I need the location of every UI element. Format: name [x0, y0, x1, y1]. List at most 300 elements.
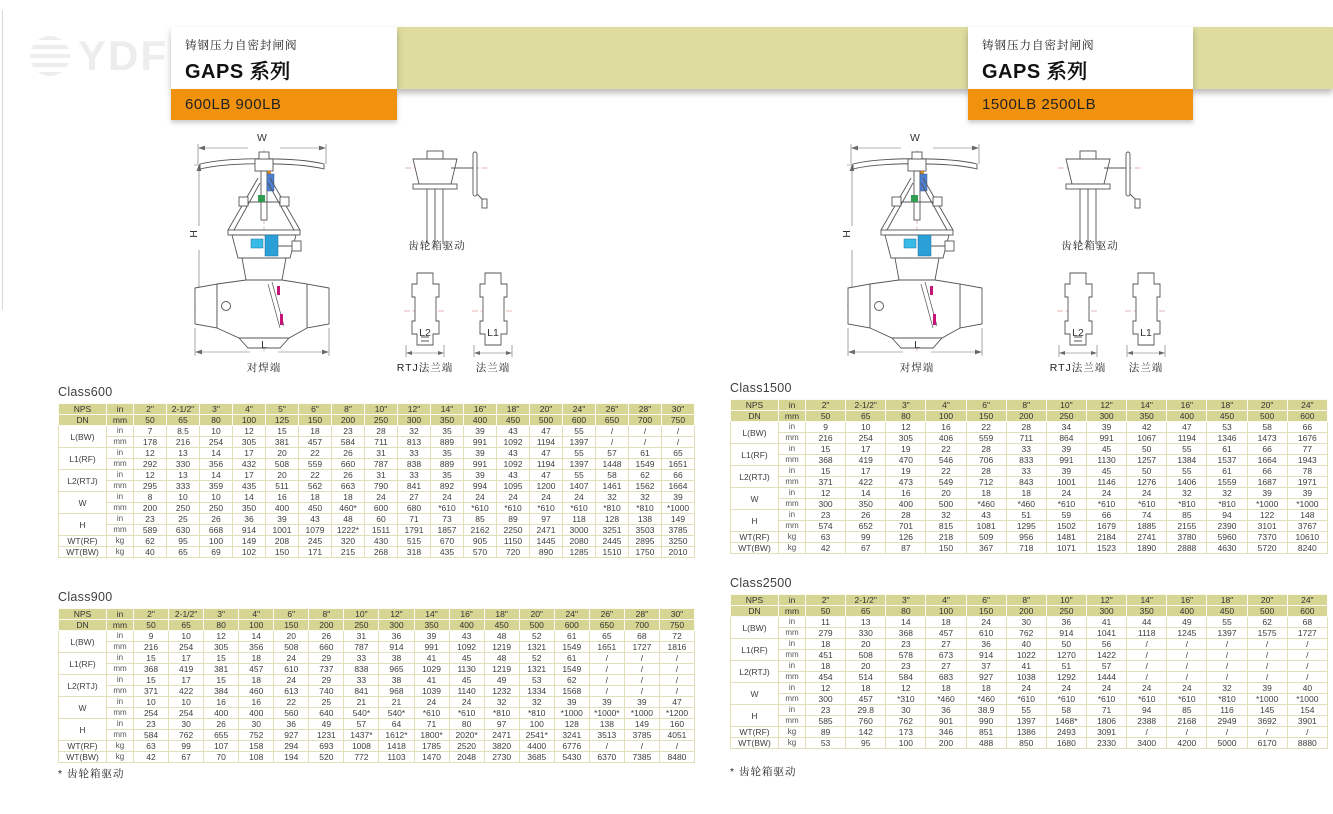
header-size: 65 [846, 411, 886, 422]
value-cell: *610 [563, 503, 596, 514]
row-label: L(BW) [59, 631, 107, 653]
value-cell: 559 [299, 459, 332, 470]
header-size: 2-1/2" [169, 609, 204, 620]
value-cell: 1448 [596, 459, 629, 470]
value-cell: 57 [344, 719, 379, 730]
value-cell: 1397 [563, 437, 596, 448]
value-cell: 107 [204, 741, 239, 752]
value-cell: 740 [309, 686, 344, 697]
header-size: 600 [1287, 606, 1327, 617]
header-size: 2-1/2" [846, 595, 886, 606]
value-cell: 3780 [1167, 532, 1207, 543]
row-unit: mm [779, 477, 806, 488]
value-cell: 419 [846, 455, 886, 466]
value-cell: 1001 [1046, 477, 1086, 488]
value-cell: 1245 [1167, 628, 1207, 639]
value-cell: 18 [239, 653, 274, 664]
header-size: 28" [629, 404, 662, 415]
value-cell: 8.5 [167, 426, 200, 437]
header-size: 125 [266, 415, 299, 426]
value-cell: 39 [662, 492, 695, 503]
value-cell: 39 [266, 514, 299, 525]
value-cell: 10 [169, 697, 204, 708]
value-cell: *610 [530, 503, 563, 514]
value-cell: / [1127, 639, 1167, 650]
value-cell: 1118 [1127, 628, 1167, 639]
row-label: L(BW) [731, 617, 779, 639]
value-cell: 245 [299, 536, 332, 547]
header-label: NPS [59, 404, 107, 415]
value-cell: 1727 [1287, 628, 1327, 639]
header-size: 18" [497, 404, 530, 415]
value-cell: 1079 [299, 525, 332, 536]
value-cell: 100 [519, 719, 554, 730]
value-cell: 150 [926, 543, 966, 554]
value-cell: 2493 [1046, 727, 1086, 738]
value-cell: / [1287, 650, 1327, 661]
header-size: 20" [519, 609, 554, 620]
header-size: 450 [1207, 411, 1247, 422]
value-cell: 138 [629, 514, 662, 525]
class2500-table [730, 594, 1328, 749]
header-size: 12" [1086, 400, 1126, 411]
class600-title: Class600 [58, 385, 113, 399]
row-unit: in [779, 488, 806, 499]
value-cell: 89 [806, 727, 846, 738]
value-cell: 15 [266, 426, 299, 437]
value-cell: 30 [886, 705, 926, 716]
value-cell: 509 [966, 532, 1006, 543]
value-cell: 613 [274, 686, 309, 697]
row-unit: in [107, 426, 134, 437]
value-cell: 35 [431, 448, 464, 459]
header-unit: in [779, 595, 806, 606]
value-cell: / [596, 426, 629, 437]
value-cell: 359 [200, 481, 233, 492]
header-size: 250 [344, 620, 379, 631]
value-cell: 23 [134, 719, 169, 730]
value-cell: 1562 [629, 481, 662, 492]
value-cell: 3503 [629, 525, 662, 536]
header-size: 500 [519, 620, 554, 631]
value-cell: 1816 [659, 642, 694, 653]
value-cell: 25 [167, 514, 200, 525]
value-cell: *1000 [624, 708, 659, 719]
value-cell: 1130 [1086, 455, 1126, 466]
value-cell: 1406 [1167, 477, 1207, 488]
header-size: 80 [204, 620, 239, 631]
value-cell: / [659, 664, 694, 675]
khaki-band-right [1193, 27, 1333, 89]
value-cell: 1444 [1086, 672, 1126, 683]
value-cell: 1806 [1086, 716, 1126, 727]
value-cell: 450 [299, 503, 332, 514]
header-size: 100 [926, 606, 966, 617]
value-cell: 47 [530, 448, 563, 459]
value-cell: 1092 [497, 437, 530, 448]
value-cell: 32 [926, 510, 966, 521]
header-size: 16" [449, 609, 484, 620]
value-cell: 148 [1287, 510, 1327, 521]
dim-l2-label: L2 [1072, 327, 1084, 339]
value-cell: 991 [464, 437, 497, 448]
value-cell: 1038 [1006, 672, 1046, 683]
value-cell: 3785 [662, 525, 695, 536]
value-cell: 24 [563, 492, 596, 503]
value-cell: / [1167, 672, 1207, 683]
value-cell: 24 [414, 697, 449, 708]
value-cell: 62 [1247, 617, 1287, 628]
value-cell: 63 [806, 532, 846, 543]
value-cell: / [1167, 661, 1207, 672]
row-label: W [59, 492, 107, 514]
value-cell: / [1167, 650, 1207, 661]
value-cell: 1664 [1247, 455, 1287, 466]
value-cell: 17 [846, 466, 886, 477]
value-cell: 68 [1287, 617, 1327, 628]
value-cell: *610 [1046, 694, 1086, 705]
value-cell: 65 [589, 631, 624, 642]
header-size: 400 [464, 415, 497, 426]
value-cell: 39 [1247, 488, 1287, 499]
value-cell: *810 [596, 503, 629, 514]
value-cell: 61 [1207, 444, 1247, 455]
value-cell: 45 [449, 675, 484, 686]
value-cell: 16 [266, 492, 299, 503]
value-cell: 39 [554, 697, 589, 708]
value-cell: / [589, 741, 624, 752]
value-cell: 787 [344, 642, 379, 653]
value-cell: 99 [846, 532, 886, 543]
value-cell: 16 [239, 697, 274, 708]
header-size: 6" [274, 609, 309, 620]
value-cell: 17 [233, 448, 266, 459]
value-cell: 55 [1207, 617, 1247, 628]
header-size: 2-1/2" [846, 400, 886, 411]
value-cell: 1222* [332, 525, 365, 536]
value-cell: 22 [926, 466, 966, 477]
row-label: W [731, 488, 779, 510]
value-cell: 422 [846, 477, 886, 488]
row-unit: kg [107, 752, 134, 763]
value-cell: 43 [497, 470, 530, 481]
value-cell: 66 [1247, 466, 1287, 477]
class1500-table-block [730, 381, 1328, 554]
value-cell: 1750 [629, 547, 662, 558]
value-cell: 12 [806, 683, 846, 694]
value-cell: / [629, 426, 662, 437]
value-cell: 154 [1287, 705, 1327, 716]
value-cell: 300 [806, 499, 846, 510]
value-cell: 991 [1086, 433, 1126, 444]
value-cell: *460 [966, 694, 1006, 705]
value-cell: 62 [629, 470, 662, 481]
class900-table [58, 608, 695, 763]
value-cell: / [1287, 727, 1327, 738]
value-cell: 45 [1086, 444, 1126, 455]
value-cell: 50 [1127, 444, 1167, 455]
value-cell: / [589, 686, 624, 697]
value-cell: 20 [274, 631, 309, 642]
value-cell: *610 [1086, 694, 1126, 705]
value-cell: 20 [846, 661, 886, 672]
butt-weld-caption: 对焊端 [899, 362, 935, 374]
value-cell: 991 [1046, 455, 1086, 466]
value-cell: 18 [299, 492, 332, 503]
value-cell: 15 [204, 675, 239, 686]
value-cell: 3250 [662, 536, 695, 547]
value-cell: 400 [204, 708, 239, 719]
value-cell: 451 [806, 650, 846, 661]
gearbox-caption: 齿轮箱驱动 [408, 240, 466, 252]
value-cell: 3091 [1086, 727, 1126, 738]
header-size: 500 [1247, 411, 1287, 422]
header-size: 250 [1046, 411, 1086, 422]
value-cell: 65 [167, 547, 200, 558]
value-cell: *610 [1167, 694, 1207, 705]
right-figure [835, 132, 1180, 382]
value-cell: 12 [886, 683, 926, 694]
value-cell: 100 [886, 738, 926, 749]
value-cell: 97 [530, 514, 563, 525]
value-cell: 1651 [589, 642, 624, 653]
value-cell: 652 [846, 521, 886, 532]
value-cell: 1549 [554, 664, 589, 675]
header-size: 4" [926, 400, 966, 411]
value-cell: 914 [233, 525, 266, 536]
value-cell: 718 [1006, 543, 1046, 554]
value-cell: 32 [1207, 683, 1247, 694]
value-cell: 216 [167, 437, 200, 448]
value-cell: 356 [239, 642, 274, 653]
value-cell: 1029 [414, 664, 449, 675]
value-cell: 2949 [1207, 716, 1247, 727]
row-label: WT(BW) [731, 543, 779, 554]
value-cell: 27 [926, 661, 966, 672]
value-cell: 38 [379, 675, 414, 686]
value-cell: 28 [966, 466, 1006, 477]
value-cell: 1664 [662, 481, 695, 492]
header-size: 500 [1247, 606, 1287, 617]
value-cell: 41 [1086, 617, 1126, 628]
value-cell: 30 [239, 719, 274, 730]
value-cell: 914 [966, 650, 1006, 661]
row-unit: kg [779, 532, 806, 543]
value-cell: 250 [200, 503, 233, 514]
value-cell: 43 [497, 448, 530, 459]
value-cell: 24 [365, 492, 398, 503]
value-cell: 39 [624, 697, 659, 708]
value-cell: 300 [806, 694, 846, 705]
value-cell: 1386 [1006, 727, 1046, 738]
value-cell: 305 [233, 437, 266, 448]
value-cell: 1679 [1086, 521, 1126, 532]
header-size: 750 [659, 620, 694, 631]
value-cell: 39 [464, 470, 497, 481]
value-cell: 10 [200, 492, 233, 503]
value-cell: 419 [169, 664, 204, 675]
header-size: 14" [431, 404, 464, 415]
value-cell: / [1247, 661, 1287, 672]
value-cell: 55 [1167, 444, 1207, 455]
row-unit: in [779, 466, 806, 477]
value-cell: / [596, 437, 629, 448]
header-size: 26" [596, 404, 629, 415]
value-cell: 1727 [624, 642, 659, 653]
value-cell: 29 [309, 675, 344, 686]
header-size: 400 [1167, 411, 1207, 422]
value-cell: 457 [926, 628, 966, 639]
flange-drawing [1125, 271, 1167, 359]
value-cell: *1200 [659, 708, 694, 719]
value-cell: 20 [266, 470, 299, 481]
value-cell: 29 [309, 653, 344, 664]
value-cell: 68 [624, 631, 659, 642]
value-cell: 3513 [589, 730, 624, 741]
header-size: 30" [662, 404, 695, 415]
value-cell: 752 [239, 730, 274, 741]
value-cell: *1000 [662, 503, 695, 514]
row-label: WT(BW) [731, 738, 779, 749]
value-cell: 149 [233, 536, 266, 547]
dim-h-label: H [841, 230, 853, 238]
row-unit: in [107, 675, 134, 686]
value-cell: *810 [1207, 499, 1247, 510]
value-cell: 20 [846, 639, 886, 650]
header-size: 150 [966, 411, 1006, 422]
value-cell: 49 [1167, 617, 1207, 628]
value-cell: 41 [414, 675, 449, 686]
value-cell: / [1207, 727, 1247, 738]
value-cell: 23 [332, 426, 365, 437]
value-cell: 406 [926, 433, 966, 444]
row-label: L2(RTJ) [731, 661, 779, 683]
value-cell: / [589, 653, 624, 664]
value-cell: 18 [846, 683, 886, 694]
value-cell: 841 [398, 481, 431, 492]
header-size: 200 [1006, 606, 1046, 617]
value-cell: 1612* [379, 730, 414, 741]
value-cell: / [1207, 650, 1247, 661]
value-cell: 97 [484, 719, 519, 730]
value-cell: / [659, 686, 694, 697]
value-cell: 12 [233, 426, 266, 437]
value-cell: 889 [431, 437, 464, 448]
header-size: 400 [449, 620, 484, 631]
value-cell: 1680 [1046, 738, 1086, 749]
value-cell: 787 [365, 459, 398, 470]
value-cell: 33 [398, 448, 431, 459]
header-size: 14" [1127, 400, 1167, 411]
value-cell: 194 [274, 752, 309, 763]
value-cell: 66 [1086, 510, 1126, 521]
row-unit: kg [779, 543, 806, 554]
value-cell: 24 [1127, 683, 1167, 694]
header-size: 150 [299, 415, 332, 426]
value-cell: 200 [926, 738, 966, 749]
value-cell: *610 [497, 503, 530, 514]
value-cell: 15 [134, 653, 169, 664]
value-cell: 640 [309, 708, 344, 719]
gearbox-outline [413, 151, 487, 244]
value-cell: 1081 [966, 521, 1006, 532]
value-cell: 1397 [1207, 628, 1247, 639]
value-cell: 838 [344, 664, 379, 675]
value-cell: 1270 [1046, 650, 1086, 661]
header-size: 600 [554, 620, 589, 631]
value-cell: *610 [464, 503, 497, 514]
value-cell: 2048 [449, 752, 484, 763]
rtj-flange-drawing [404, 271, 446, 359]
value-cell: 1676 [1287, 433, 1327, 444]
value-cell: 32 [1207, 488, 1247, 499]
value-cell: 864 [1046, 433, 1086, 444]
value-cell: / [1207, 672, 1247, 683]
row-unit: in [107, 448, 134, 459]
value-cell: 21 [344, 697, 379, 708]
khaki-band-left [397, 27, 970, 89]
value-cell: 26 [846, 510, 886, 521]
header-size: 350 [414, 620, 449, 631]
value-cell: 1384 [1167, 455, 1207, 466]
value-cell: 13 [846, 617, 886, 628]
value-cell: 14 [233, 492, 266, 503]
value-cell: 71 [414, 719, 449, 730]
value-cell: 18 [926, 683, 966, 694]
header-size: 250 [365, 415, 398, 426]
value-cell: 1407 [563, 481, 596, 492]
value-cell: 38 [379, 653, 414, 664]
value-cell: / [662, 437, 695, 448]
row-label: WT(BW) [59, 547, 107, 558]
value-cell: 57 [1086, 661, 1126, 672]
row-label: WT(RF) [59, 536, 107, 547]
row-unit: mm [107, 503, 134, 514]
value-cell: 292 [134, 459, 167, 470]
row-label: L(BW) [59, 426, 107, 448]
value-cell: 454 [806, 672, 846, 683]
header-right-title: GAPS 系列 [982, 61, 1088, 83]
row-unit: in [779, 444, 806, 455]
value-cell: 2471 [484, 730, 519, 741]
value-cell: 540* [379, 708, 414, 719]
header-size: 80 [200, 415, 233, 426]
value-cell: 1257 [1127, 455, 1167, 466]
value-cell: 74 [1127, 510, 1167, 521]
value-cell: 1334 [519, 686, 554, 697]
header-size: 350 [1127, 411, 1167, 422]
header-size: 8" [1006, 400, 1046, 411]
value-cell: 33 [1006, 466, 1046, 477]
value-cell: 1103 [379, 752, 414, 763]
value-cell: 1943 [1287, 455, 1327, 466]
header-left-subtitle: 铸钢压力自密封闸阀 [185, 40, 298, 52]
value-cell: 3767 [1287, 521, 1327, 532]
value-cell: 1039 [414, 686, 449, 697]
header-size: 10" [365, 404, 398, 415]
value-cell: 1437* [344, 730, 379, 741]
gearbox-outline [1066, 151, 1140, 244]
value-cell: 790 [365, 481, 398, 492]
value-cell: 55 [563, 470, 596, 481]
value-cell: 1687 [1247, 477, 1287, 488]
value-cell: 3785 [624, 730, 659, 741]
value-cell: 17 [169, 653, 204, 664]
header-size: 4" [239, 609, 274, 620]
header-label: NPS [59, 609, 107, 620]
value-cell: 15 [806, 466, 846, 477]
value-cell: 45 [1086, 466, 1126, 477]
